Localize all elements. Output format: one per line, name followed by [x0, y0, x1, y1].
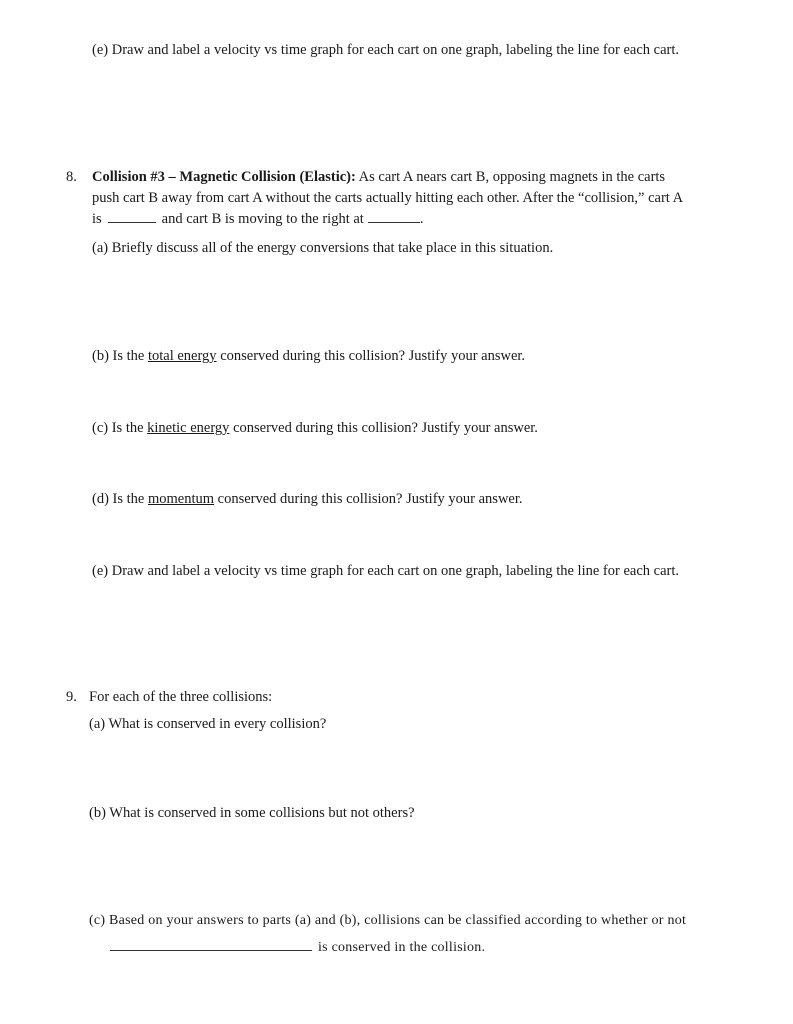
- q9-part-b: (b) What is conserved in some collisions but not others?: [89, 805, 415, 821]
- q8-line-3: [92, 208, 423, 229]
- q8-number: 8.: [66, 169, 77, 185]
- q8-blank-cart-b-speed[interactable]: [368, 208, 420, 223]
- q8-line-1-text: As cart A nears cart B, opposing magnets in the carts: [355, 169, 666, 185]
- q8-title: Collision #3 – Magnetic Collision (Elastic):: [92, 169, 356, 185]
- q8-part-c: [92, 418, 538, 438]
- q8-part-b-pre: (b) Is the: [92, 348, 148, 364]
- q9-number: 9.: [66, 689, 77, 705]
- q8-part-a: (a) Briefly discuss all of the energy conversions that take place in this situation.: [92, 240, 554, 256]
- q8-part-d-post: conserved during this collision? Justify your answer.: [214, 491, 523, 507]
- q8-line-3-end: .: [419, 211, 424, 227]
- q8-part-d: [92, 489, 523, 509]
- q8-line-3-mid: and cart B is moving to the right at: [161, 211, 364, 227]
- q8-part-b-term: total energy: [147, 348, 217, 364]
- q9-intro: For each of the three collisions:: [89, 689, 273, 705]
- q8-line-3-start: is: [92, 211, 102, 227]
- q8-part-c-pre: (c) Is the: [92, 420, 148, 436]
- q8-line-1: [92, 167, 665, 187]
- q9-part-c-line-2: [110, 937, 485, 958]
- q7-part-e: (e) Draw and label a velocity vs time graph for each cart on one graph, labeling the line for each cart.: [92, 42, 679, 58]
- q8-part-c-post: conserved during this collision? Justify your answer.: [229, 420, 538, 436]
- q8-part-d-pre: (d) Is the: [92, 491, 148, 507]
- q9-part-c: (c) Based on your answers to parts (a) and (b), collisions can be classified according to whether or not: [89, 913, 687, 928]
- q9-blank-conserved-quantity[interactable]: [110, 937, 312, 951]
- q8-part-c-term: kinetic energy: [147, 420, 230, 436]
- q9-part-a: (a) What is conserved in every collision?: [89, 716, 327, 732]
- q8-part-e: (e) Draw and label a velocity vs time graph for each cart on one graph, labeling the line for each cart.: [92, 563, 679, 579]
- q8-part-b: [92, 346, 525, 366]
- q8-blank-cart-a[interactable]: [108, 208, 156, 223]
- q8-part-b-post: conserved during this collision? Justify your answer.: [216, 348, 526, 364]
- q9-part-c-line-2-text: is conserved in the collision.: [318, 940, 486, 955]
- q8-line-2: push cart B away from cart A without the carts actually hitting each other. After the “collision,” cart A: [92, 190, 684, 206]
- q8-part-d-term: momentum: [147, 491, 215, 507]
